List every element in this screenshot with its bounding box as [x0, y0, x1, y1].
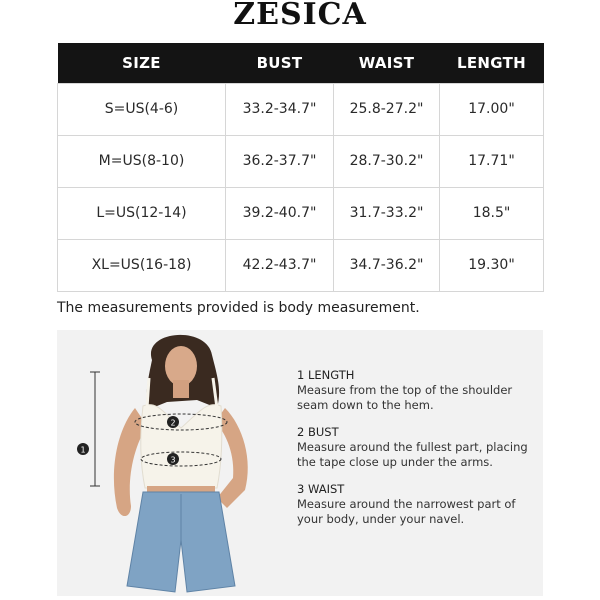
neck-shape [173, 380, 189, 398]
measurement-note: The measurements provided is body measurement. [57, 300, 420, 316]
cell-length: 19.30" [440, 239, 544, 291]
cell-size: S=US(4-6) [58, 83, 226, 135]
step-bust [297, 425, 537, 470]
cell-size: L=US(12-14) [58, 187, 226, 239]
cell-length: 17.71" [440, 135, 544, 187]
step-length [297, 368, 537, 413]
strap-left [147, 378, 149, 408]
table-row [58, 187, 544, 239]
step-length-title: 1 LENGTH [297, 368, 355, 382]
measurement-guide-panel [57, 330, 543, 596]
header-bust: BUST [226, 43, 334, 83]
size-chart-table [57, 43, 544, 292]
header-waist: WAIST [334, 43, 440, 83]
cell-waist: 28.7-30.2" [334, 135, 440, 187]
measurement-steps [297, 368, 537, 539]
header-size: SIZE [58, 43, 226, 83]
table-header-row [58, 43, 544, 83]
marker-3-label: 3 [170, 455, 176, 465]
table-row [58, 83, 544, 135]
model-figure [57, 330, 287, 596]
step-waist-title: 3 WAIST [297, 482, 345, 496]
cell-length: 18.5" [440, 187, 544, 239]
cell-waist: 25.8-27.2" [334, 83, 440, 135]
header-length: LENGTH [440, 43, 544, 83]
step-waist-desc: Measure around the narrowest part of your body, under your navel. [297, 497, 516, 526]
cell-waist: 31.7-33.2" [334, 187, 440, 239]
cell-length: 17.00" [440, 83, 544, 135]
marker-2-label: 2 [170, 418, 176, 428]
cell-bust: 33.2-34.7" [226, 83, 334, 135]
table-row [58, 135, 544, 187]
tank-top-shape [141, 405, 222, 488]
cell-waist: 34.7-36.2" [334, 239, 440, 291]
step-bust-title: 2 BUST [297, 425, 339, 439]
marker-1-label: 1 [80, 445, 86, 455]
step-length-desc: Measure from the top of the shoulder seam down to the hem. [297, 383, 513, 412]
table-row [58, 239, 544, 291]
step-bust-desc: Measure around the fullest part, placing the tape close up under the arms. [297, 440, 528, 469]
brand-logo: ZESICA [233, 0, 367, 32]
cell-bust: 39.2-40.7" [226, 187, 334, 239]
cell-size: XL=US(16-18) [58, 239, 226, 291]
cell-size: M=US(8-10) [58, 135, 226, 187]
step-waist [297, 482, 537, 527]
cell-bust: 42.2-43.7" [226, 239, 334, 291]
cell-bust: 36.2-37.7" [226, 135, 334, 187]
